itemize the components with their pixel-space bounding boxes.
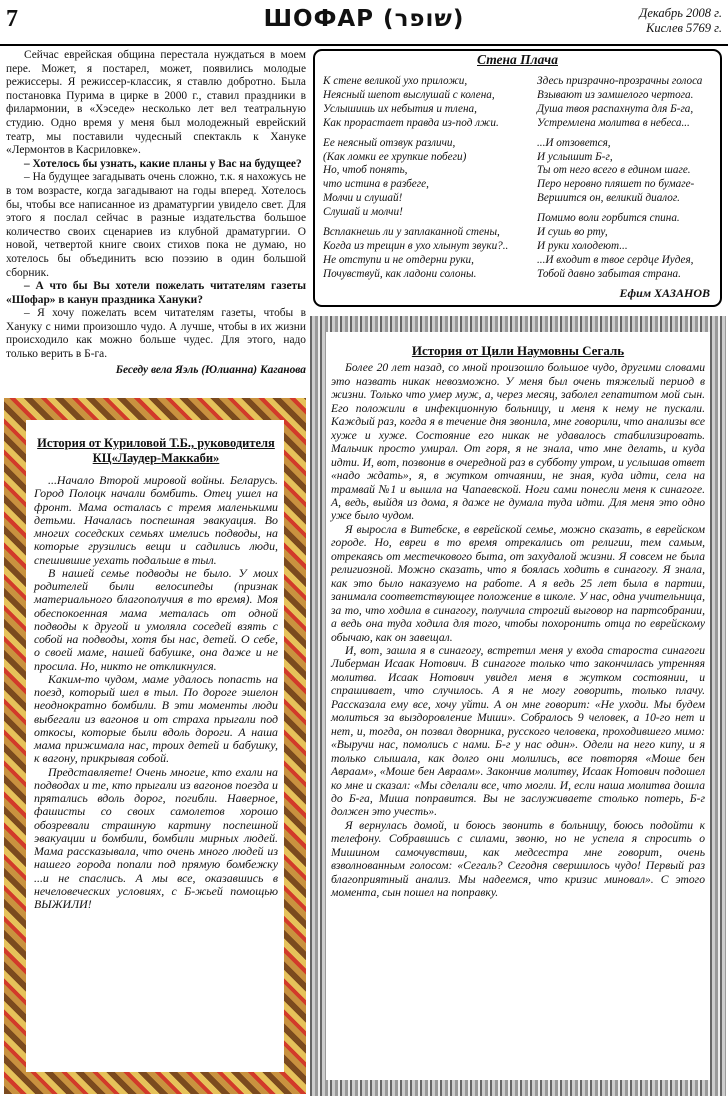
poem-line: Когда из трещин в ухо хлынут звуки?.. — [323, 239, 509, 252]
poem-line: Помимо воли горбится спина. — [537, 212, 680, 225]
poem-stanza — [323, 226, 521, 282]
segal-paragraph: Я вернулась домой, и боюсь звонить в больницу, боюсь подойти к телефону. Собравшись с силами, звоню, но не успела я спросить о Мишином самочувствии, как медсестра мне говорит, очень взволнованным голосом: «Сегаль? Сегодня свершилось чудо! Первый раз благоприятный анализ. Мы надеемся, что кризис миновал». С этого момента, сын пошел на поправку. — [331, 818, 705, 900]
poem-line: (Как ломки ее хрупкие побеги) — [323, 150, 467, 163]
poem-line: Душа твоя распахнута для Б-га, — [537, 102, 694, 115]
poem-line: Почувствуй, как ладони солоны. — [323, 267, 477, 280]
kurilova-paragraph: В нашей семье подводы не было. У моих родителей были велосипеды (признак материального благополучия в то время). Моя обеспокоенная мама металась от одной подводы к другой и умоляла соседей взять с собой на подводы, хотя бы нас, детей. О себе, о своей маме, нашей бабушке, она даже и не просила. Но, никто не откликнулся. — [34, 565, 278, 673]
poem-author: Ефим ХАЗАНОВ — [619, 286, 710, 301]
poem-line: К стене великой ухо приложи, — [323, 75, 468, 87]
date-hebrew: Кислев 5769 г. — [646, 21, 722, 35]
poem-line: Устремлена молитва в небеса... — [537, 116, 690, 129]
poem-stanza — [323, 137, 521, 220]
page-number: 7 — [6, 6, 18, 32]
poem-line: Как прорастает правда из-под лжи. — [323, 116, 499, 129]
poem-line: Перо неровно пляшет по бумаге- — [537, 178, 695, 191]
poem-line: Услышишь их небытия и тлена, — [323, 102, 477, 115]
page-header — [0, 0, 728, 46]
poem-line: Здесь призрачно-прозрачны голоса — [537, 75, 703, 87]
poem-box — [313, 49, 722, 307]
segal-paragraph: Более 20 лет назад, со мной произошло большое чудо, другими словами это назвать никак невозможно. У меня был очень тяжелый период в жизни. Только что умер муж, а, через месяц, заболел гепатитом мой сын. Его положили в инфекционную больницу, и меня к нему не пускали. Каждый раз, когда я в течение дня звонила, мне говорили, что анализы все хуже и хуже. Состояние его никак не удавалось стабилизировать. Мальчик просто умирал. От горя, я не знала, что мне делать, и куда идти. И, вот, позвонив в очередной раз в субботу утром, и услышав ответ «надо ждать», я, в жутком отчаянии, не зная, куда идти, села на трамвай №1 и вышла на Чапаевской. Ноги сами понесли меня к синагоге. А, ведь, выйдя из дома, я даже не думала туда идти. Для меня это одно уже было чудом. — [331, 361, 705, 523]
interview-signature: Беседу вела Яэль (Юлианна) Каганова — [115, 363, 306, 376]
poem-stanza — [537, 212, 728, 282]
poem-line: Молчи и слушай! — [323, 192, 403, 205]
poem-line: И сушь во рту, — [537, 226, 608, 239]
poem-line: И руки холодеют... — [537, 239, 628, 252]
poem-stanza — [537, 75, 728, 131]
segal-story — [331, 344, 705, 900]
newspaper-title: ШОФАР (שופר) — [263, 6, 465, 32]
poem-stanza — [323, 75, 521, 131]
interview-column — [6, 49, 306, 377]
interview-question: – А что бы Вы хотели пожелать читателям газеты «Шофар» в канун праздника Хануки? — [6, 280, 306, 306]
kurilova-title: История от Куриловой Т.Б., руководителя КЦ«Лаудер-Маккаби» — [37, 436, 275, 465]
poem-line: Неясный шепот выслушай с колена, — [323, 88, 495, 101]
poem-line: Ты от него всего в едином шаге. — [537, 164, 691, 177]
segal-paragraph: И, вот, зашла я в синагогу, встретил меня у входа староста синагоги Либерман Исаак Нотович. В синагоге только что закончилась утренняя молитва. Исаак Нотович увидел меня в жутком состоянии, и спрашивает, что случилось. А я не могу говорить, только плачу. Рассказала ему все, хочу уйти. А он мне говорит: «Не уходи. Мы будем молиться за выздоровление Миши». Собралось 9 человек, а 10-го нет и нет, и, тогда, он позвал дворника, русского человека, проходившего мимо: «Выручи нас, помолись с нами. Б-г у нас один». Одели на него кипу, и я только слышала, как долго они молились, все повторяя «Моше бен Авраам», «Моше бен Авраам». Закончив молитву, Исаак Нотович подошел ко мне и сказал: «Мы сделали все, что могли. И, если наша молитва дошла до Б-га, Миша поправится. Вы не заслуживаете столько потерь, Б-г должен это учесть». — [331, 643, 705, 819]
kurilova-paragraph: ...Начало Второй мировой войны. Беларусь. Город Полоцк начали бомбить. Отец ушел на фронт. Мама осталась с тремя маленькими детьми. Началась поспешная эвакуация. Во многих соседских семьях имелись подводы, на которые грузились вещи и садились люди, спешившие уехать подальше в тыл. — [34, 473, 278, 567]
poem-line: ...И входит в твое сердце Иудея, — [537, 253, 694, 266]
issue-date — [639, 6, 722, 36]
poem-line: ...И отзовется, — [537, 136, 611, 149]
poem-line: Слушай и молчи! — [323, 206, 403, 219]
interview-paragraph: – На будущее загадывать очень сложно, т.к. я нахожусь не в том возрасте, когда загадывают на годы вперед. Хотелось бы, чтобы все написанное из драматургии увидело свет. Для этого я послал сейчас в разные издательства большое количество своих сценариев из клубной драматургии. О новой, четвертой книге своих стихов пока не думаю, но хотелось бы объединить всю поэзию в один большой сборник. — [6, 171, 306, 279]
poem-line: И услышит Б-г, — [537, 150, 613, 163]
segal-title: История от Цили Наумовны Сегаль — [411, 343, 625, 358]
poem-line: Тобой давно забытая страна. — [537, 267, 681, 280]
poem-line: Вершится он, великий диалог. — [537, 192, 680, 205]
kurilova-paragraph: Представляете! Очень многие, кто ехали на подводах и те, кто прыгали из вагонов поезда и прятались вдоль дорог, погибли. Наверное, фашисты со своих самолетов хорошо обозревали страшную картину поспешной эвакуации и бомбили, бомбили мирных людей. Мама рассказывала, что очень много людей из нашего города попали под прямую бомбежку ...и не спаслись. А мы все, оказавшись в нечеловеческих условиях, с Б-жьей помощью ВЫЖИЛИ! — [34, 764, 278, 911]
segal-paragraph: Я выросла в Витебске, в еврейской семье, можно сказать, в еврейском городе. Но, евреи в то время отрекались от религии, тем самым, отрекаясь от местечкового быта, от захудалой жизни. Я совсем не была религиозной. Можно сказать, что я боялась ходить в синагогу. Я знала, как это было наказуемо на работе. А я ведь 25 лет была в партии, занимала соответствующее положение в школе. У нас, одна учительница, за то, что ходила в синагогу, получила строгий выговор на партсобрании, а ведь она туда ходила для того, чтобы похоронить отца по еврейскому обычаю, как он завещал. — [331, 522, 705, 644]
poem-line: Но, чтоб понять, — [323, 164, 408, 177]
poem-line: Не отступи и не отдерни руки, — [323, 253, 474, 266]
poem-title: Стена Плача — [477, 52, 558, 67]
kurilova-paragraph: Каким-то чудом, маме удалось попасть на поезд, который шел в тыл. По дороге эшелон неоднократно бомбили. В эти моменты люди выбегали из вагонов и от страха прыгали под откосы, которые были вдоль дороги. А наша мама прижимала нас, троих детей и бабушку, к вагону, прикрывая собой. — [34, 671, 278, 766]
interview-paragraph: Сейчас еврейская община перестала нуждаться в моем пере. Может, я постарел, может, появились молодые режиссеры. Я режиссер-классик, я ставлю добротно. Была постановка Пурима в цирке в 2000 г., ставил праздники в филармонии, в «Хэседе» несколько лет вел театральную студию. Одно время у меня был молодежный еврейский театр, мы поставили чудесный спектакль к Ханукe «Лермонтов в Касриловке». — [6, 49, 306, 157]
kurilova-story — [34, 436, 278, 911]
interview-paragraph: – Я хочу пожелать всем читателям газеты, чтобы в Хануку с ними произошло чудо. А лучше, чтобы в их жизни происходило как можно больше чудес. Для этого, надо только верить в Б-га. — [6, 307, 306, 361]
poem-line: Ее неясный отзвук различи, — [323, 136, 456, 149]
poem-line: что истина в разбеге, — [323, 178, 429, 191]
date-gregorian: Декабрь 2008 г. — [639, 6, 722, 20]
poem-line: Всплакнешь ли у заплаканной стены, — [323, 226, 500, 239]
poem-column-left — [323, 75, 521, 288]
poem-stanza — [537, 137, 728, 207]
poem-column-right — [537, 75, 728, 288]
interview-question: – Хотелось бы узнать, какие планы у Вас на будущее? — [24, 157, 302, 170]
poem-line: Взывают из замшелого чертога. — [537, 88, 694, 101]
